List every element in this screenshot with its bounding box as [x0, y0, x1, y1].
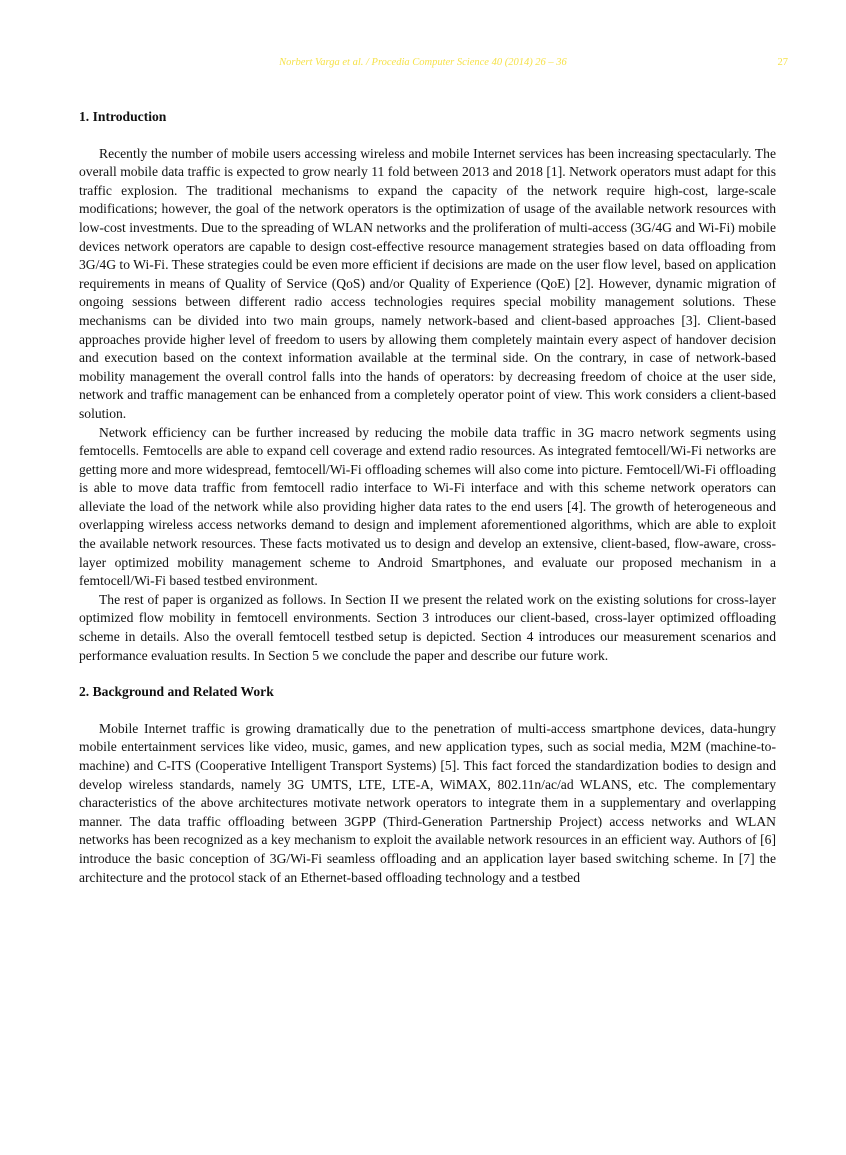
running-header	[0, 57, 846, 73]
paragraph: Network efficiency can be further increased by reducing the mobile data traffic in 3G macro network segments using femtocells. Femtocells are able to expand cell coverage and extend radio resources. As integrated femtocell/Wi-Fi networks are getting more and more widespread, femtocell/Wi-Fi offloading schemes will also come into picture. Femtocell/Wi-Fi offloading is able to move data traffic from femtocell radio interface to Wi-Fi interface and with this scheme network operators can alleviate the load of the network while also providing higher data rates to the end users [4]. The growth of heterogeneous and overlapping wireless access networks demand to design and implement aforementioned algorithms, which are able to exploit the available network resources. These facts motivated us to design and develop an extensive, client-based, flow-aware, cross-layer optimized mobility management scheme to Android Smartphones, and evaluate our proposed mechanism in a femtocell/Wi-Fi based testbed environment.	[79, 424, 776, 589]
paragraph: Recently the number of mobile users accessing wireless and mobile Internet services has been increasing spectacularly. The overall mobile data traffic is expected to grow nearly 11 fold between 2013 and 2018 [1]. Network operators must adapt for this traffic explosion. The traditional mechanisms to expand the capacity of the network require high-cost, large-scale modifications; however, the goal of the network operators is the optimization of usage of the available network resources with low-cost investments. Due to the spreading of WLAN networks and the proliferation of multi-access (3G/4G and Wi-Fi) mobile devices network operators are capable to design cost-effective resource management strategies based on data offloading from 3G/4G to Wi-Fi. These strategies could be even more efficient if decisions are made on the user flow level, based on application requirements in means of Quality of Service (QoS) and/or Quality of Experience (QoE) [2]. However, dynamic migration of ongoing sessions between different radio access technologies requires special mobility management solutions. These mechanisms can be divided into two main groups, namely network-based and client-based approaches [3]. Client-based approaches provide higher level of freedom to users by allowing them completely maintain every aspect of handover decision and execution based on the context information available at the terminal side. On the contrary, in case of network-based mobility management the overall control falls into the hands of operators: by decreasing freedom of choice at the user side, network and traffic management can be enhanced from a completely operator point of view. This work considers a client-based solution.	[79, 145, 776, 421]
section-heading-background: 2. Background and Related Work	[79, 684, 274, 700]
paragraph: The rest of paper is organized as follows. In Section II we present the related work on the existing solutions for cross-layer optimized flow mobility in femtocell environments. Section 3 introduces our client-based, cross-layer optimized offloading scheme in details. Also the overall femtocell testbed setup is depicted. Section 4 introduces our measurement scenarios and performance evaluation results. In Section 5 we conclude the paper and describe our future work.	[79, 591, 776, 663]
paragraph: Mobile Internet traffic is growing dramatically due to the penetration of multi-access smartphone devices, data-hungry mobile entertainment services like video, music, games, and new application types, such as social media, M2M (machine-to-machine) and C-ITS (Cooperative Intelligent Transport Systems) [5]. This fact forced the standardization bodies to design and develop wireless standards, namely 3G UMTS, LTE, LTE-A, WiMAX, 802.11n/ac/ad WLANS, etc. The complementary characteristics of the above architectures motivate network operators to integrate them in a supplementary and overlapping manner. The data traffic offloading between 3GPP (Third-Generation Partnership Project) access networks and WLAN networks has been recognized as a key mechanism to exploit the available network resources in an efficient way. Authors of [6] introduce the basic conception of 3G/Wi-Fi seamless offloading and an application layer based switching scheme. In [7] the architecture and the protocol stack of an Ethernet-based offloading technology and a testbed	[79, 720, 776, 885]
section-heading-introduction: 1. Introduction	[79, 109, 167, 124]
body-text	[79, 108, 776, 887]
page-number: 27	[777, 57, 788, 68]
running-title: Norbert Varga et al. / Procedia Computer Science 40 (2014) 26 – 36	[279, 57, 567, 68]
